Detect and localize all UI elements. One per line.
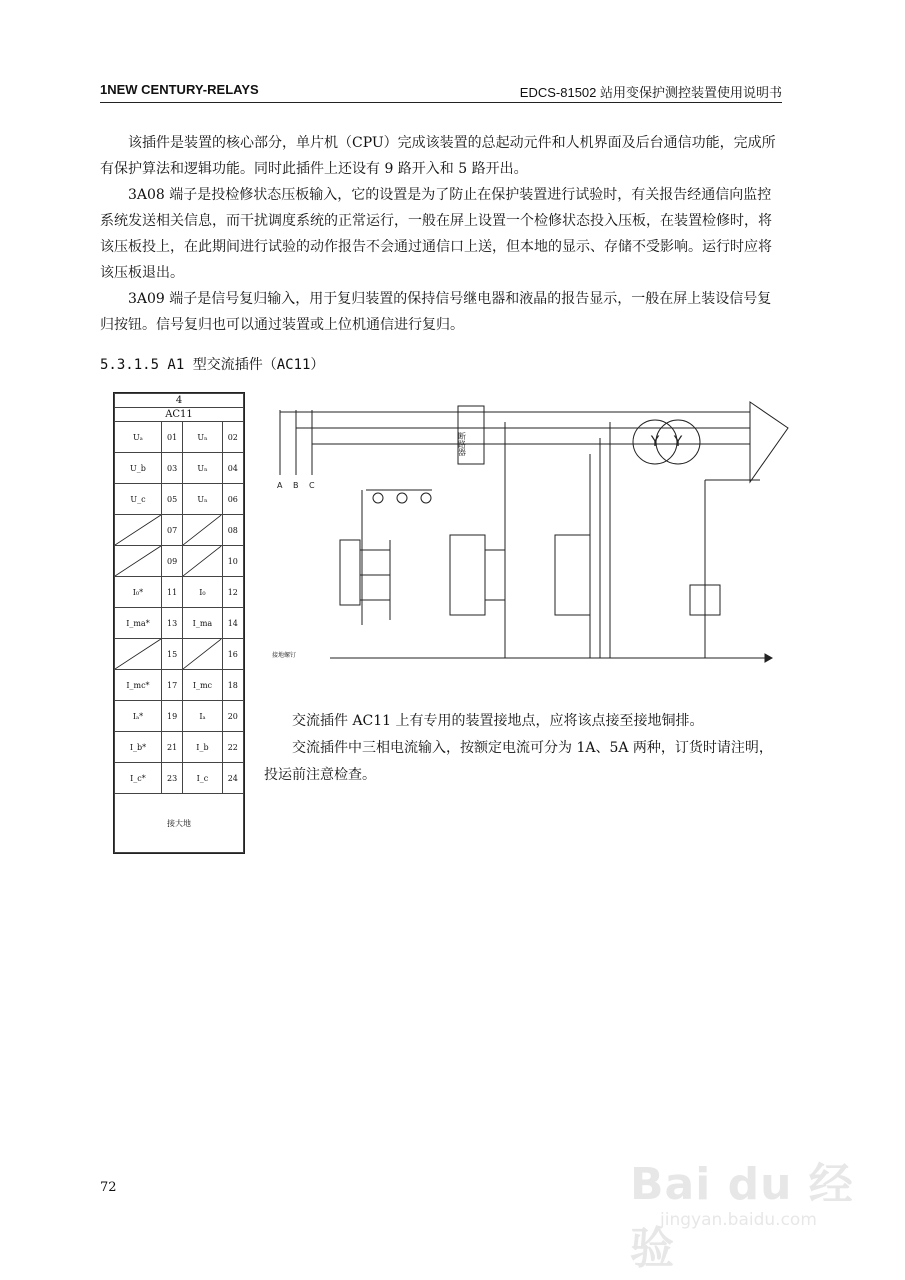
terminal-row (115, 732, 244, 763)
terminal-row (115, 484, 244, 515)
watermark-logo (630, 1140, 870, 1274)
terminal-signal: I₀ (183, 577, 222, 608)
transformer-y1-icon: Y (650, 434, 660, 450)
terminal-pin-number: 23 (161, 763, 182, 794)
terminal-name: AC11 (115, 408, 244, 422)
paragraph-3a09: 3A09 端子是信号复归输入，用于复归装置的保持信号继电器和液晶的报告显示，一般在屏上装设信号复归按钮。信号复归也可以通过装置或上位机通信进行复归。 (100, 291, 772, 333)
terminal-pin-number: 08 (222, 515, 243, 546)
terminal-signal: Uₙ (183, 484, 222, 515)
terminal-signal: U_c (115, 484, 162, 515)
terminal-pin-number: 19 (161, 701, 182, 732)
terminal-pin-number: 24 (222, 763, 243, 794)
note-current-input: 交流插件中三相电流输入，按额定电流可分为 1A、5A 两种，订货时请注明，投运前注意检查。 (264, 740, 773, 783)
terminal-pin-number: 05 (161, 484, 182, 515)
header-company: 1NEW CENTURY-RELAYS (100, 82, 259, 97)
terminal-signal: I₀* (115, 577, 162, 608)
terminal-row (115, 763, 244, 794)
terminal-signal: I_c* (115, 763, 162, 794)
phase-a-label: A (277, 481, 283, 490)
note-text (264, 708, 784, 789)
wiring-diagram (270, 400, 790, 670)
breaker-label: 断路器 (457, 432, 467, 456)
terminal-table (113, 392, 245, 854)
terminal-signal: I_ma (183, 608, 222, 639)
terminal-pin-number: 17 (161, 670, 182, 701)
terminal-signal: Iₐ* (115, 701, 162, 732)
terminal-signal: Uₙ (183, 453, 222, 484)
terminal-unused-cell (115, 639, 162, 670)
terminal-unused-cell (183, 639, 222, 670)
phase-b-label: B (293, 481, 299, 490)
terminal-row (115, 577, 244, 608)
terminal-pin-number: 11 (161, 577, 182, 608)
terminal-pin-number: 22 (222, 732, 243, 763)
terminal-unused-cell (183, 515, 222, 546)
terminal-row (115, 639, 244, 670)
page-number: 72 (100, 1180, 117, 1195)
terminal-pin-number: 14 (222, 608, 243, 639)
paragraph-3a08: 3A08 端子是投检修状态压板输入，它的设置是为了防止在保护装置进行试验时，有关报告经通信向监控系统发送相关信息，而干扰调度系统的正常运行，一般在屏上设置一个检修状态投入压板，在装置检修时，将该压板投上，在此期间进行试验的动作报告不会通过通信口上送，但本地的显示、存储不受影响。运行时应将该压板退出。 (100, 187, 772, 281)
terminal-pin-number: 16 (222, 639, 243, 670)
section-title: 5.3.1.5 A1 型交流插件（AC11） (100, 357, 325, 373)
paragraph-cpu: 该插件是装置的核心部分，单片机（CPU）完成该装置的总起动元件和人机界面及后台通信功能，完成所有保护算法和逻辑功能。同时此插件上还设有 9 路开入和 5 路开出。 (100, 135, 776, 177)
terminal-unused-cell (115, 515, 162, 546)
terminal-signal: U_b (115, 453, 162, 484)
terminal-pin-number: 13 (161, 608, 182, 639)
header-doc-title: EDCS-81502 站用变保护测控装置使用说明书 (519, 85, 782, 100)
terminal-pin-number: 20 (222, 701, 243, 732)
terminal-signal: I_b* (115, 732, 162, 763)
terminal-pin-number: 12 (222, 577, 243, 608)
ground-screw-label: 接地螺钉 (272, 652, 297, 659)
terminal-signal: I_ma* (115, 608, 162, 639)
terminal-row (115, 546, 244, 577)
terminal-row (115, 453, 244, 484)
terminal-ground: 接大地 (115, 794, 244, 853)
terminal-pin-number: 01 (161, 422, 182, 453)
terminal-signal: Uₐ (115, 422, 162, 453)
body-text (100, 130, 782, 338)
terminal-pin-number: 18 (222, 670, 243, 701)
terminal-pin-number: 04 (222, 453, 243, 484)
watermark-sub: jingyan.baidu.com (660, 1210, 817, 1230)
terminal-signal: I_b (183, 732, 222, 763)
watermark-main: Bai du 经验 (630, 1159, 854, 1274)
terminal-pin-number: 03 (161, 453, 182, 484)
terminal-signal: Iₐ (183, 701, 222, 732)
terminal-unused-cell (183, 546, 222, 577)
terminal-row (115, 701, 244, 732)
terminal-pin-number: 21 (161, 732, 182, 763)
terminal-signal: Uₙ (183, 422, 222, 453)
terminal-pin-number: 15 (161, 639, 182, 670)
terminal-unused-cell (115, 546, 162, 577)
transformer-y2-icon: Y (673, 434, 683, 450)
terminal-pin-number: 02 (222, 422, 243, 453)
terminal-signal: I_mc* (115, 670, 162, 701)
terminal-pin-number: 06 (222, 484, 243, 515)
page-header (100, 80, 782, 103)
terminal-row (115, 515, 244, 546)
terminal-pin-number: 10 (222, 546, 243, 577)
terminal-row (115, 670, 244, 701)
note-grounding: 交流插件 AC11 上有专用的装置接地点，应将该点接至接地铜排。 (292, 713, 704, 729)
phase-c-label: C (309, 481, 315, 490)
terminal-row (115, 422, 244, 453)
terminal-pin-number: 09 (161, 546, 182, 577)
terminal-signal: I_c (183, 763, 222, 794)
terminal-signal: I_mc (183, 670, 222, 701)
terminal-row (115, 608, 244, 639)
terminal-pin-number: 07 (161, 515, 182, 546)
terminal-top-label: 4 (115, 394, 244, 408)
